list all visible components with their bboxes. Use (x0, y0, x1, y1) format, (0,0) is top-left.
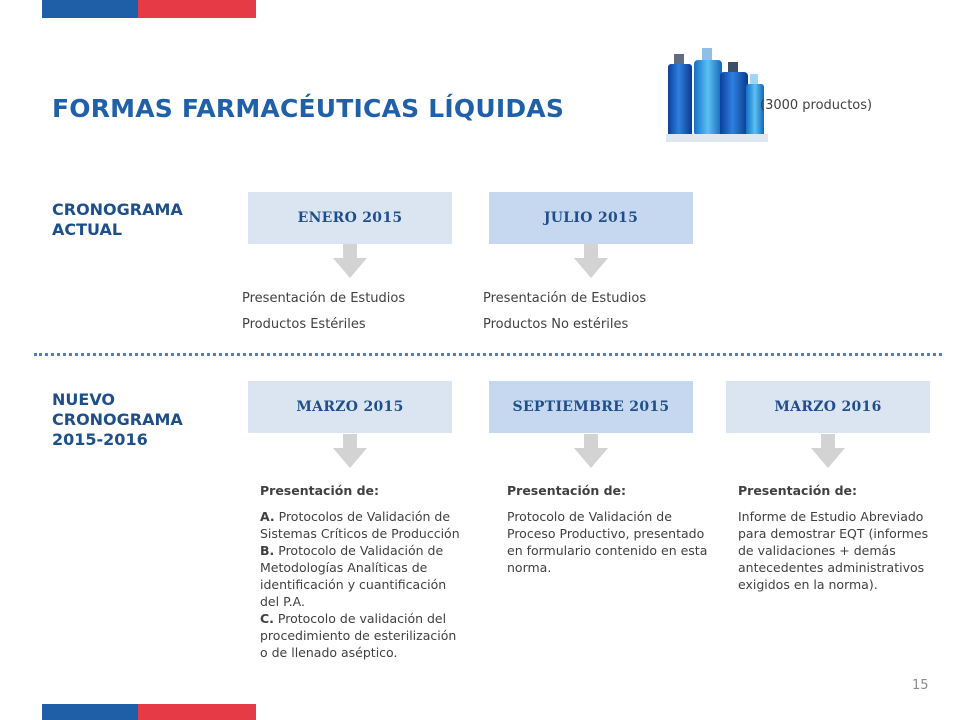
milestone-box-enero-2015: ENERO 2015 (248, 192, 452, 244)
details-body: Protocolo de Validación de Proceso Productivo, presentado en formulario contenido en esta norma. (507, 509, 708, 575)
description-line: Presentación de Estudios (242, 291, 406, 306)
milestone-box-septiembre-2015: SEPTIEMBRE 2015 (489, 381, 693, 433)
down-arrow-icon (333, 244, 367, 278)
down-arrow-icon (574, 434, 608, 468)
item-letter: C. (260, 611, 274, 626)
item-letter: A. (260, 509, 275, 524)
milestone-description (483, 286, 646, 338)
down-arrow-icon (574, 244, 608, 278)
details-item-a (260, 508, 465, 542)
milestone-box-julio-2015: JULIO 2015 (489, 192, 693, 244)
current-schedule-label: CRONOGRAMA ACTUAL (52, 200, 183, 239)
item-text: Protocolo de validación del procedimiento de esterilización o de llenado aséptico. (260, 611, 457, 660)
top-flag-bar (42, 0, 256, 18)
milestone-box-marzo-2016: MARZO 2016 (726, 381, 930, 433)
slide-title: FORMAS FARMACÉUTICAS LÍQUIDAS (52, 94, 565, 123)
page-number: 15 (912, 678, 929, 693)
details-heading: Presentación de: (738, 483, 857, 498)
milestone-details (260, 482, 465, 661)
blue-bottles-photo (666, 44, 768, 142)
details-heading: Presentación de: (507, 483, 626, 498)
flag-red-segment (138, 0, 256, 18)
description-line: Productos Estériles (242, 317, 366, 332)
flag-red-segment (138, 704, 256, 720)
down-arrow-icon (811, 434, 845, 468)
description-line: Productos No estériles (483, 317, 629, 332)
milestone-box-marzo-2015: MARZO 2015 (248, 381, 452, 433)
details-body: Informe de Estudio Abreviado para demostrar EQT (informes de validaciones + demás antecedentes administrativos exigidos en la norma). (738, 509, 929, 592)
details-item-c (260, 610, 465, 661)
down-arrow-icon (333, 434, 367, 468)
products-count: (3000 productos) (760, 98, 873, 113)
details-heading: Presentación de: (260, 483, 379, 498)
description-line: Presentación de Estudios (483, 291, 647, 306)
item-letter: B. (260, 543, 275, 558)
new-schedule-label: NUEVO CRONOGRAMA 2015-2016 (52, 390, 183, 449)
dotted-divider (34, 353, 942, 356)
item-text: Protocolo de Validación de Metodologías Analíticas de identificación y cuantificación del P.A. (260, 543, 447, 609)
flag-blue-segment (42, 0, 138, 18)
milestone-details (507, 482, 712, 576)
bottom-flag-bar (42, 704, 256, 720)
flag-blue-segment (42, 704, 138, 720)
milestone-details (738, 482, 934, 593)
milestone-description (242, 286, 405, 338)
item-text: Protocolos de Validación de Sistemas Críticos de Producción (260, 509, 460, 541)
details-item-b (260, 542, 465, 610)
